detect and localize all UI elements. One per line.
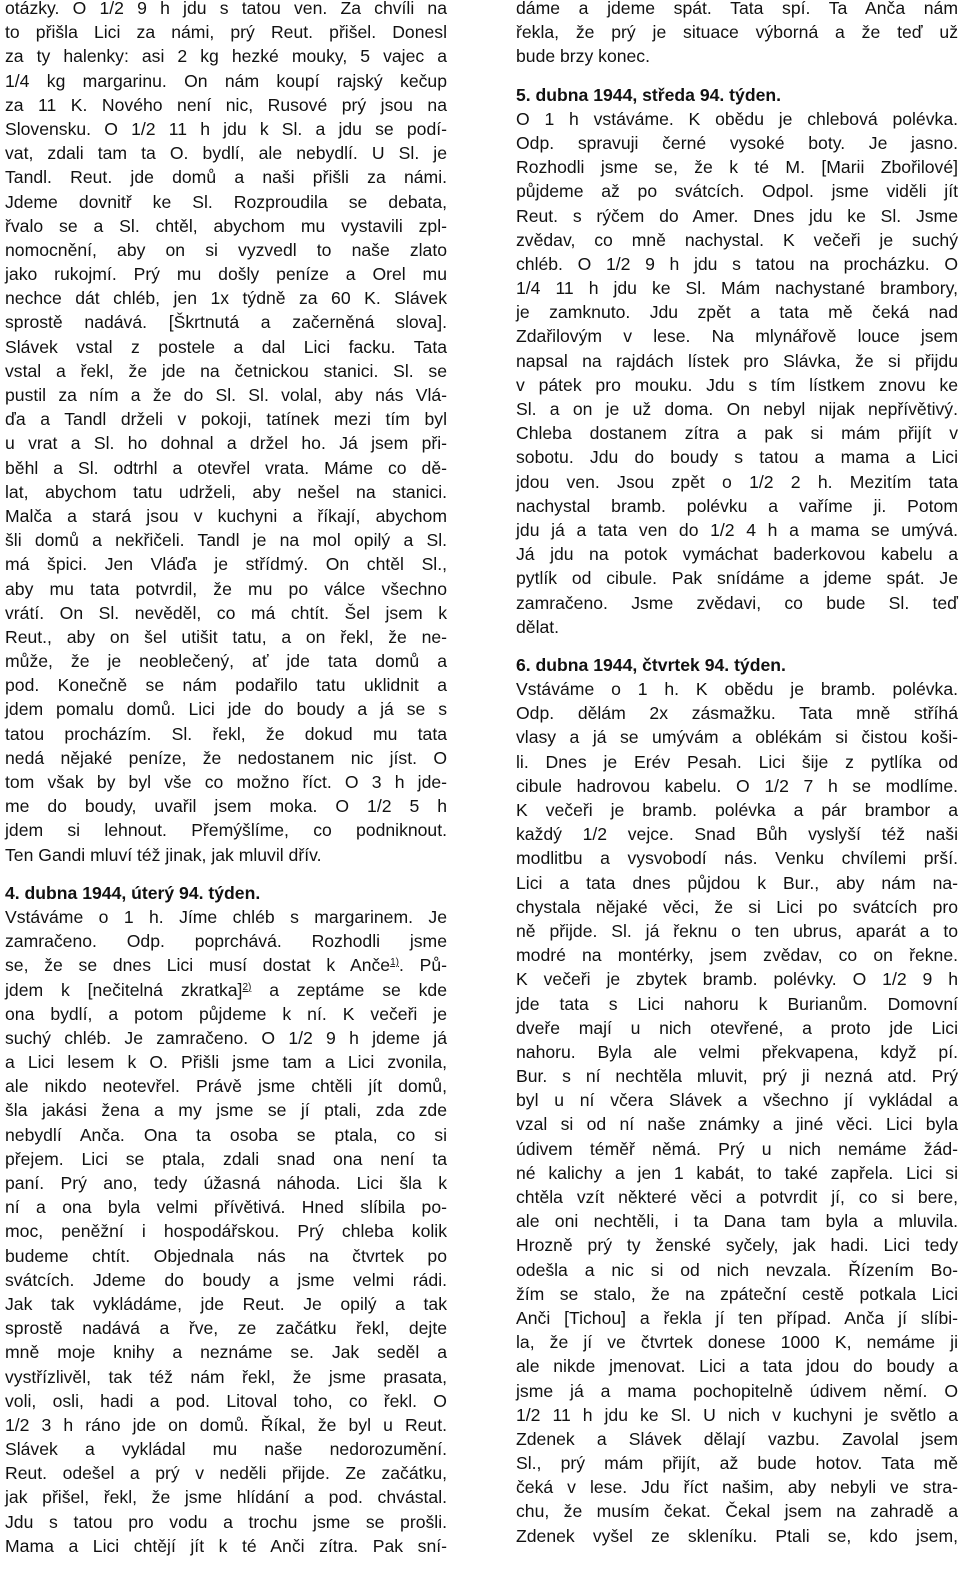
text-line: odešla a nic si od nich nevzala. Řízením Bo- bbox=[516, 1259, 958, 1280]
text-line: jsme já a mama pochopitelně údivem němí. O bbox=[516, 1380, 958, 1401]
text-line: modré na montérky, jsem zvědav, co on řekne. bbox=[516, 945, 958, 966]
text-line: Slávek a vykládal mu naše nedorozumění. bbox=[5, 1439, 447, 1460]
text-line: Odp. spravuji černé vysoké boty. Je jasno. bbox=[516, 132, 958, 153]
text-line: Rozhodli jsme se, že k té M. [Marii Zbořilové] bbox=[516, 157, 958, 178]
text-line: běhl a Sl. odtrhl a otevřel vrata. Máme co dě- bbox=[5, 457, 447, 478]
text-line: Hrozně prý ty ženské syčely, jak hadi. Lici tedy bbox=[516, 1235, 958, 1256]
section-gap bbox=[516, 69, 958, 83]
text-line: Reut. odešel a prý v neděli přijde. Ze začátku, bbox=[5, 1463, 447, 1484]
text-line: Jdeme dovnitř ke Sl. Rozproudila se debata, bbox=[5, 191, 447, 212]
text-line: moc, peněžní i hospodářskou. Prý chleba kolik bbox=[5, 1221, 447, 1242]
text-line: cibule hadrovou kabelu. O 1/2 7 h se modlíme. bbox=[516, 775, 958, 796]
text-line: pytlík od cibule. Pak snídáme a jdeme spát. Je bbox=[516, 568, 958, 589]
text-line: lat, abychom tatu udrželi, aby nešel na stanici. bbox=[5, 481, 447, 502]
left-column bbox=[5, 0, 447, 1558]
text-line: aby mu tata potvrdil, že mu po válce všechno bbox=[5, 578, 447, 599]
right-block-2 bbox=[516, 107, 958, 639]
text-line: každý 1/2 vejce. Snad Bůh vyslyší též naši bbox=[516, 824, 958, 845]
left-block-1 bbox=[5, 0, 447, 867]
text-line: nomocnění, aby on si vyzvedl to naše zlato bbox=[5, 239, 447, 260]
text-line: dělat. bbox=[516, 616, 560, 637]
text-line: v pátek pro mouku. Jdu s tím lístkem znovu ke bbox=[516, 374, 958, 395]
text-line: Jdu s tatou pro vodu a trochu jsme se prošli. bbox=[5, 1511, 447, 1532]
text-line: jdem pomalu domů. Lici jde do boudy a já se s bbox=[5, 699, 447, 720]
text-line: Jak tak vykládáme, jde Reut. Je opilý a tak bbox=[5, 1293, 447, 1314]
text-line: chtěla vzít některé věci a potvrdit jí, co si bere, bbox=[516, 1187, 958, 1207]
text-line: K večeři je zbytek bramb. polévky. O 1/2 9 h bbox=[516, 969, 958, 990]
text-line: sobotu. Jdu do boudy s tatou a mama a Lici bbox=[516, 447, 958, 468]
text-line: vystřízlivěl, tak též nám řekl, že jsme prasata, bbox=[5, 1366, 447, 1387]
text-line: přejem. Lici se ptala, zdali snad ona není ta bbox=[5, 1148, 447, 1169]
text-line: Reut. s rýčem do Amer. Dnes jdu ke Sl. Jsme bbox=[516, 205, 958, 226]
text-line: může, že je neoblečený, ať jde tata domů a bbox=[5, 651, 447, 672]
text-line: Anči [Tichou] a řekla jí ten případ. Anča jí slíbi- bbox=[516, 1307, 958, 1328]
text-line: la, že jí ve čtvrtek donese 1000 K, nemáme ji bbox=[516, 1332, 958, 1353]
text-line: Chleba dostanem zítra a pak si mám přijít v bbox=[516, 423, 958, 444]
text-line: bude brzy konec. bbox=[516, 46, 650, 67]
text-line: zamračeno. Odp. poprchává. Rozhodli jsme bbox=[5, 931, 447, 952]
text-line: zvědav, co mně nachystal. K večeři je suchý bbox=[516, 229, 958, 250]
text-line: šli domů a nekřičeli. Tandl je na mol opilý a Sl. bbox=[5, 530, 447, 551]
footnote-ref-2[interactable]: 2) bbox=[242, 981, 252, 993]
text-line: ale oni nechtěli, i ta Dana tam byla a mluvila. bbox=[516, 1211, 958, 1232]
entry-heading-april-6: 6. dubna 1944, čtvrtek 94. týden. bbox=[516, 654, 786, 675]
text-line: žím se stalo, že na zpáteční cestě potkala Lici bbox=[516, 1283, 958, 1304]
text-line: tom však by byl vše co možno říct. O 3 h jde- bbox=[5, 772, 447, 792]
text-line: chléb. O 1/2 9 h jdu s tatou na procházku. O bbox=[516, 253, 958, 274]
text-line: dveře mají u nich otevřené, a proto jde Lici bbox=[516, 1017, 958, 1038]
text-line: O 1 h vstáváme. K obědu je chlebová polévka. bbox=[516, 108, 958, 129]
text-line: vstal a řekl, že jde na četnickou stanici. Sl. se bbox=[5, 360, 447, 381]
text-line: nechce dát chléb, jen 1x týdně za 60 K. Slávek bbox=[5, 288, 447, 309]
text-line: jdu já a tata ven do 1/2 4 h a mama se umývá. bbox=[516, 519, 958, 540]
text-line: nedá nějaké peníze, že nedostanem nic jíst. O bbox=[5, 747, 447, 768]
text-line: Já jdu na potok vymáchat baderkovou kabelu a bbox=[516, 544, 958, 565]
entry-heading-april-4: 4. dubna 1944, úterý 94. týden. bbox=[5, 882, 261, 903]
text-line: Zdenek a Slávek dělají vazbu. Zavolal jsem bbox=[516, 1428, 958, 1449]
text-line: né kalichy a jen 1 kabát, to také zapřela. Lici si bbox=[516, 1162, 958, 1183]
text-line: Slovensku. O 1/2 11 h jdu k Sl. a jdu se podí- bbox=[5, 118, 447, 139]
section-gap bbox=[5, 867, 447, 881]
text-line: sprostě nadává. [Škrtnutá a začerněná slova]. bbox=[5, 312, 447, 333]
text-line-footnote-1: se, že se dnes Lici musí dostat k Anče$^{1)}$. Pů- bbox=[5, 955, 447, 976]
text-line: čeká v lese. Jdu říct našim, aby nebyli ve stra- bbox=[516, 1477, 958, 1498]
text-line: šla jakási žena a my jsme se jí ptali, zda zde bbox=[5, 1100, 447, 1121]
entry-heading-april-5: 5. dubna 1944, středa 94. týden. bbox=[516, 84, 781, 105]
text-line: Reut., aby on šel utišit tatu, a on řekl, že ne- bbox=[5, 626, 447, 647]
text-line: Malča a stará jsou v kuchyni a říkají, abychom bbox=[5, 505, 447, 526]
text-line: Vstáváme o 1 h. K obědu je bramb. polévka. bbox=[516, 679, 958, 700]
text-line: dáme a jdeme spát. Tata spí. Ta Anča nám bbox=[516, 0, 958, 18]
left-block-2b bbox=[5, 1002, 447, 1558]
text-line: K večeři je bramb. polévka a pár brambor a bbox=[516, 800, 958, 820]
text-line: Mama a Lici chtějí jít k té Anči zítra. Pak sní- bbox=[5, 1535, 447, 1556]
text-line: je zamknuto. Jdu zpět a tata mě čeká nad bbox=[516, 302, 958, 323]
text-line: vat, zdali tam ta O. bydlí, ale nebydlí. U Sl. je bbox=[5, 143, 447, 164]
left-block-2a bbox=[5, 905, 447, 953]
right-block-1 bbox=[516, 0, 958, 69]
section-gap bbox=[516, 639, 958, 653]
text-line: zamračeno. Jsme zvědavi, co bude Sl. teď bbox=[516, 592, 958, 613]
text-line: Sl., prý mám přijít, až bude hotov. Tata mě bbox=[516, 1453, 958, 1474]
text-line: li. Dnes je Erév Pesah. Lici šije z pytlíka od bbox=[516, 751, 958, 772]
text-line: Lici a tata dnes půjdou k Bur., aby nám na- bbox=[516, 872, 958, 893]
text-line: Tandl. Reut. jde domů a naši přišli za námi. bbox=[5, 167, 447, 188]
text-line: Sl. a on je už doma. On nebyl nijak nepřívětivý. bbox=[516, 399, 958, 419]
text-line: ní a ona byla velmi přívětivá. Hned slíbila po- bbox=[5, 1197, 447, 1218]
text-line: byl u ní včera Slávek a všechno jí vykládal a bbox=[516, 1090, 958, 1111]
text-line: tatou procházím. Sl. řekl, že dokud mu tata bbox=[5, 723, 447, 744]
text-line: nahoru. Byla ale velmi překvapena, když pí. bbox=[516, 1041, 958, 1062]
text-line: Zdařilovým v lese. Na mlynářově louce jsem bbox=[516, 326, 958, 347]
text-line: nebydlí Anča. Ona ta osoba se ptala, co si bbox=[5, 1124, 447, 1145]
text-line: napsal na rajdách lístek pro Slávka, že si přijdu bbox=[516, 350, 958, 371]
text-line: svátcích. Jdeme do boudy a jsme velmi rádi. bbox=[5, 1269, 447, 1290]
text-line: jak přišel, řekl, že jsme hlídání a pod. chvástal. bbox=[5, 1487, 447, 1508]
text-line: vrátí. On Sl. nevěděl, co má chtít. Šel jsem k bbox=[5, 602, 447, 623]
text-line: jde tata s Lici nahoru k Burianům. Domovní bbox=[516, 993, 958, 1014]
text-line: řvalo se a Sl. chtěl, abychom mu vystavili zpl- bbox=[5, 215, 447, 236]
text-line: má špici. Jen Vláďa je střídmý. On chtěl Sl., bbox=[5, 554, 447, 575]
text-line: nachystal bramb. polévku a vaříme ji. Potom bbox=[516, 495, 958, 516]
text-line: za 11 K. Nového není nic, Rusové prý jsou na bbox=[5, 94, 447, 115]
text-line: jdou ven. Jsou zpět o 1/2 2 h. Mezitím tata bbox=[516, 471, 958, 492]
text-line: vzal si od ní naše známky a jiné věci. Lici byla bbox=[516, 1114, 958, 1135]
text-line: paní. Prý ano, tedy úžasná náhoda. Lici šla k bbox=[5, 1173, 447, 1193]
text-line: Zdenek vyšel ze skleníku. Ptali se, kdo jsem, bbox=[516, 1525, 958, 1546]
text-line: pod. Konečně se nám podařilo tatu uklidnit a bbox=[5, 675, 447, 696]
text-line: jdem si lehnout. Přemýšlíme, co podniknout. bbox=[5, 820, 447, 841]
right-block-3 bbox=[516, 677, 958, 1548]
text-line: ďa a Tandl drželi v pokoji, tatínek mezi tím byl bbox=[5, 409, 447, 430]
text-line-footnote-2: jdem k [nečitelná zkratka]$^{2)}$ a zeptáme se kde bbox=[5, 979, 448, 1000]
footnote-ref-1[interactable]: 1) bbox=[390, 957, 399, 969]
text-line: u vrat a Sl. ho dohnal a držel ho. Já jsem při- bbox=[5, 433, 447, 454]
text-line: Slávek vstal z postele a dal Lici facku. Tata bbox=[5, 336, 447, 357]
text-line: Odp. dělám 2x zásmažku. Tata mně stříhá bbox=[516, 703, 958, 724]
text-line: voli, osli, hadi a pod. Litoval toho, co řekl. O bbox=[5, 1390, 447, 1411]
text-line: ona bydlí, a potom půjdeme k ní. K večeři je bbox=[5, 1003, 447, 1024]
text-line: vlasy a já se umývám a oblékám si čistou koši- bbox=[516, 727, 958, 748]
text-line: údivem téměř němá. Prý u nich nemáme žád- bbox=[516, 1138, 958, 1159]
text-line: 1/2 3 h ráno jde on domů. Říkal, že byl u Reut. bbox=[5, 1414, 447, 1435]
text-line: modlitbu a vysvobodí nás. Venku chvílemi prší. bbox=[516, 848, 958, 869]
text-line: jako rukojmí. Prý mu došly peníze a Orel mu bbox=[5, 264, 447, 285]
text-line: 1/2 11 h jdu ke Sl. U nich v kuchyni je světlo a bbox=[516, 1404, 958, 1425]
text-line: a Lici lesem k O. Přišli jsme tam a Lici zvonila, bbox=[5, 1052, 447, 1073]
text-line: řekla, že prý je situace výborná a že teď už bbox=[516, 22, 958, 43]
text-line: půjdeme až po svátcích. Odpol. jsme viděli jít bbox=[516, 181, 958, 202]
text-line: 1/4 11 h jdu ke Sl. Mám nachystané brambory, bbox=[516, 278, 958, 299]
text-line: mně moje knihy a neznáme se. Jak seděl a bbox=[5, 1342, 447, 1363]
text-line: sprostě nadává a řve, ze začátku řekl, dejte bbox=[5, 1318, 447, 1339]
right-column bbox=[516, 0, 958, 1548]
text-line: ale nikdo neotevřel. Právě jsme chtěli jít domů, bbox=[5, 1076, 447, 1097]
text-line: pustil za ním a že do Sl. Sl. volal, aby nás Vlá- bbox=[5, 385, 447, 405]
text-line: Ten Gandi mluví též jinak, jak mluvil dřív. bbox=[5, 844, 322, 865]
text-line: budeme chtít. Objednala nás na čtvrtek po bbox=[5, 1245, 447, 1266]
text-line: chu, že musím čekat. Čekal jsem na zahradě a bbox=[516, 1501, 958, 1522]
text-line: 1/4 kg margarinu. On nám koupí rajský kečup bbox=[5, 70, 447, 91]
text-line: za ty halenky: asi 2 kg hezké mouky, 5 vajec a bbox=[5, 46, 447, 67]
text-line: to přišla Lici za námi, prý Reut. přišel. Donesl bbox=[5, 22, 447, 43]
text-line: chystala nějaké věci, že si Lici po svátcích pro bbox=[516, 896, 958, 917]
text-line: suchý chléb. Je zamračeno. O 1/2 9 h jdeme já bbox=[5, 1027, 447, 1048]
text-line: ale nikde jmenovat. Lici a tata jdou do boudy a bbox=[516, 1356, 958, 1377]
text-line: me do boudy, uvařil jsem moka. O 1/2 5 h bbox=[5, 796, 447, 817]
text-line: otázky. O 1/2 9 h jdu s tatou ven. Za chvíli na bbox=[5, 0, 447, 18]
text-line: ně přijde. Sl. já řeknu o ten ubrus, aparát a to bbox=[516, 920, 958, 941]
text-line: Bur. s ní nechtěla mluvit, prý ji nezná atd. Prý bbox=[516, 1066, 958, 1087]
text-line: Vstáváme o 1 h. Jíme chléb s margarinem. Je bbox=[5, 906, 447, 927]
